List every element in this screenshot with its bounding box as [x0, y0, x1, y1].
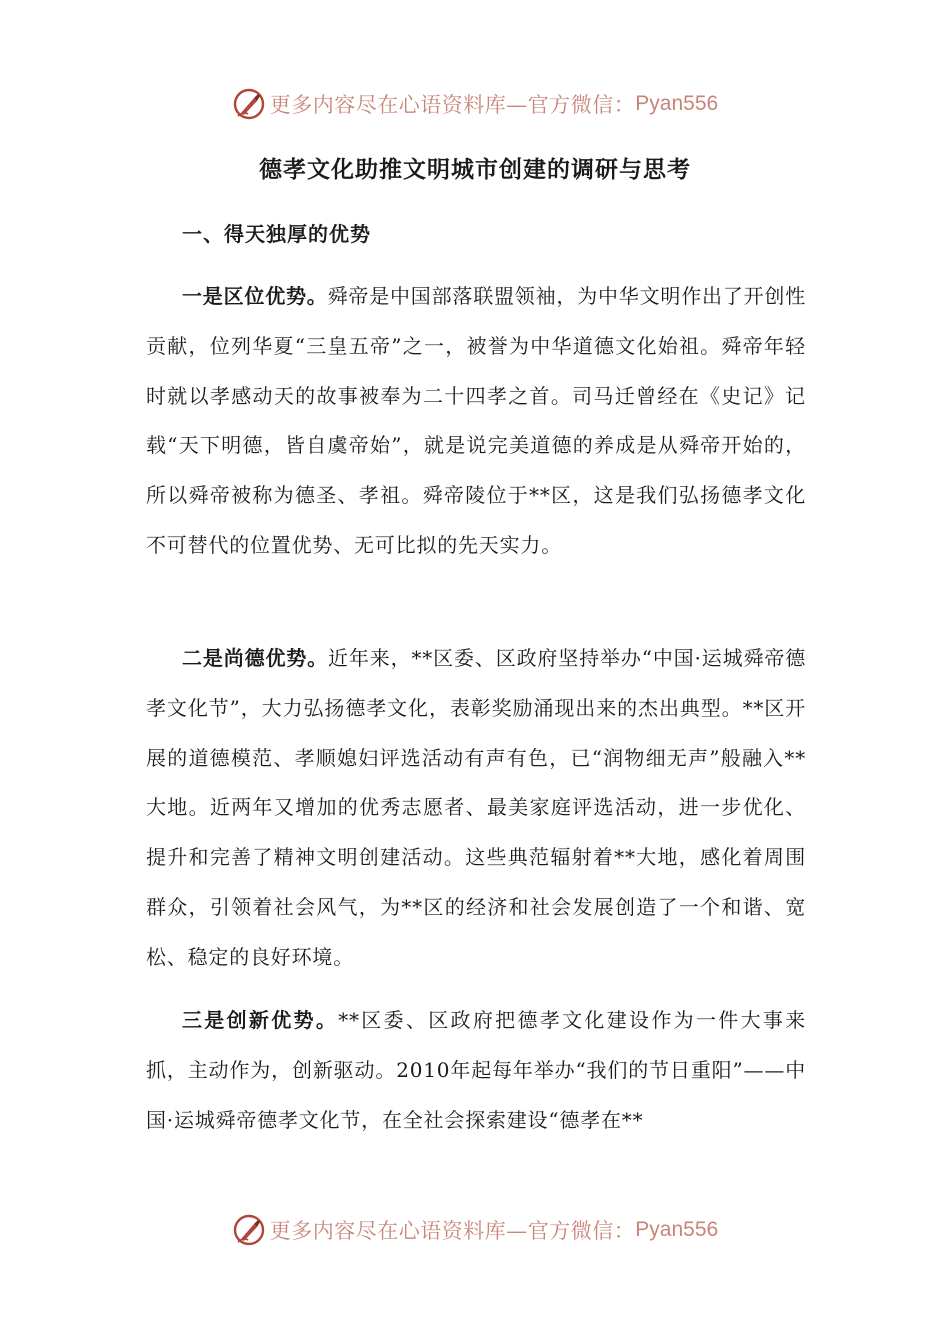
paragraph-virtue-advantage — [146, 634, 806, 983]
document-title: 德孝文化助推文明城市创建的调研与思考 — [259, 156, 691, 183]
paragraph-lead: 二是尚德优势。 — [182, 646, 329, 670]
watermark-text: 更多内容尽在心语资料库—官方微信： — [269, 1219, 636, 1243]
paragraph-body: 舜帝是中国部落联盟领袖，为中华文明作出了开创性贡献，位列华夏“三皇五帝”之一，被誉为中华道德文化始祖。舜帝年轻时就以孝感动天的故事被奉为二十四孝之首。司马迁曾经在《史记》记载“天下明德，皆自虞帝始”，就是说完美道德的养成是从舜帝开始的，所以舜帝被称为德圣、孝祖。舜帝陵位于**区，这是我们弘扬德孝文化不可替代的位置优势、无可比拟的先天实力。 — [146, 284, 807, 557]
watermark-text: 更多内容尽在心语资料库—官方微信： — [269, 93, 636, 117]
watermark-wechat-id: Pyan556 — [635, 1218, 719, 1241]
paragraph-lead: 一是区位优势。 — [182, 284, 328, 308]
watermark-header — [0, 82, 950, 126]
pen-logo-icon — [232, 1213, 266, 1247]
paragraph-lead: 三是创新优势。 — [182, 1008, 339, 1032]
paragraph-body: **区委、区政府把德孝文化建设作为一件大事来抓，主动作为，创新驱动。2010年起每年举办“我们的节日重阳”——中国·运城舜帝德孝文化节，在全社会探索建设“德孝在** — [146, 1008, 806, 1132]
section-heading: 一、得天独厚的优势 — [182, 222, 371, 246]
paragraph-location-advantage — [146, 272, 806, 571]
pen-logo-icon — [232, 87, 266, 121]
paragraph-body: 近年来，**区委、区政府坚持举办“中国·运城舜帝德孝文化节”，大力弘扬德孝文化，表彰奖励涌现出来的杰出典型。**区开展的道德模范、孝顺媳妇评选活动有声有色，已“润物细无声”般融入**大地。近两年又增加的优秀志愿者、最美家庭评选活动，进一步优化、提升和完善了精神文明创建活动。这些典范辐射着**大地，感化着周围群众，引领着社会风气，为**区的经济和社会发展创造了一个和谐、宽松、稳定的良好环境。 — [146, 646, 806, 969]
watermark-footer — [0, 1208, 950, 1252]
watermark-wechat-id: Pyan556 — [635, 92, 719, 115]
paragraph-innovation-advantage — [146, 996, 806, 1145]
